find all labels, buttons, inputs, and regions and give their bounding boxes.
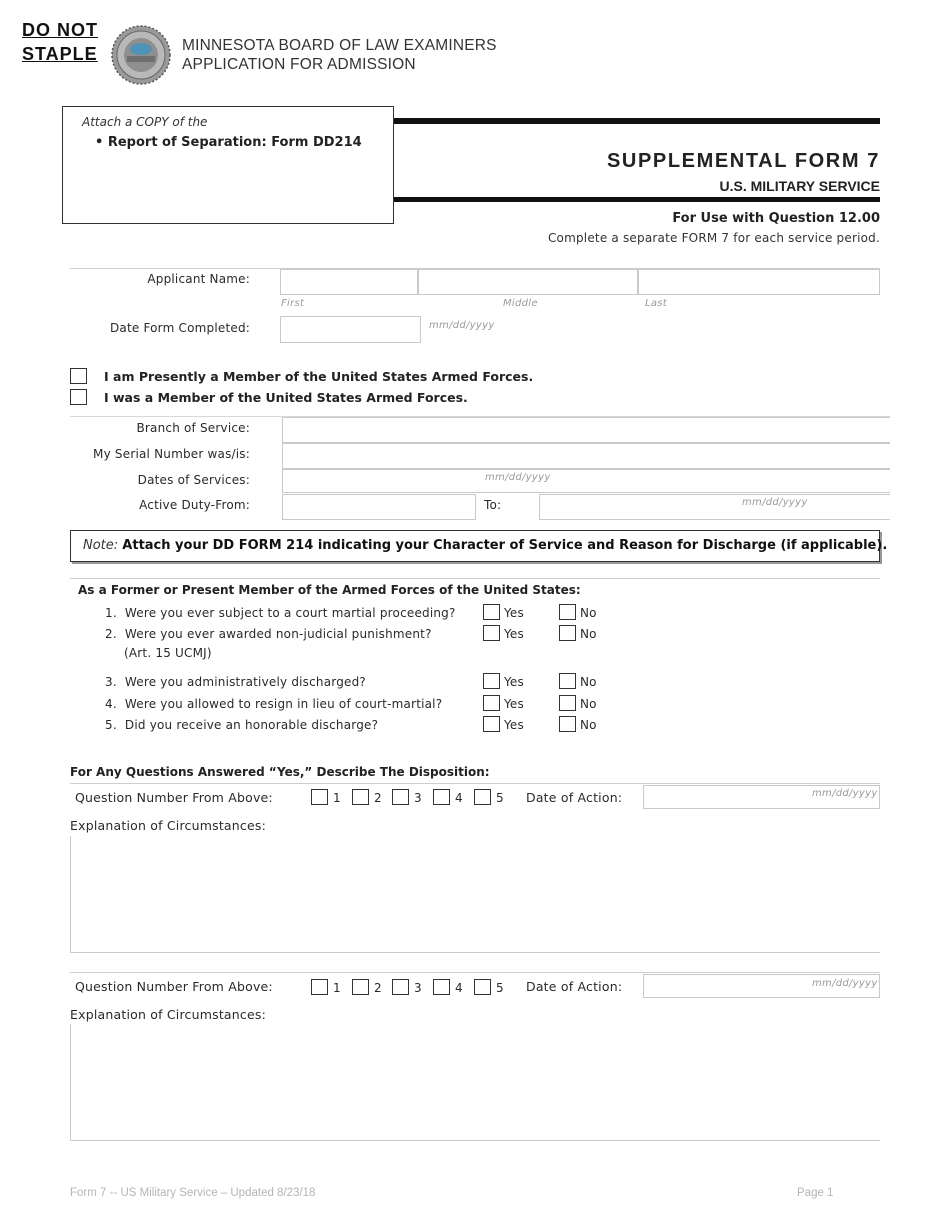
yes-label: Yes [504,718,524,732]
yes-label: Yes [504,697,524,711]
divider [70,578,880,579]
no-label: No [580,627,597,641]
middle-name-field[interactable] [418,269,638,295]
question-3 [105,675,366,689]
explanation-label: Explanation of Circumstances: [70,1007,267,1022]
q1-text: Were you ever subject to a court martial proceeding? [124,606,456,620]
q4-yes-checkbox[interactable] [483,695,500,711]
staple-text: STAPLE [22,44,98,64]
date-completed-hint: mm/dd/yyyy [429,320,495,331]
q4-text: Were you allowed to resign in lieu of court-martial? [124,697,443,711]
question-number-label: Question Number From Above: [75,979,273,994]
disp1-option-3-checkbox[interactable] [392,789,409,805]
footer-left: Form 7 -- US Military Service – Updated 8/23/18 [70,1187,316,1199]
q2-yes-checkbox[interactable] [483,625,500,641]
q2-no-checkbox[interactable] [559,625,576,641]
middle-hint: Middle [503,298,538,309]
q2-text: Were you ever awarded non-judicial punishment? [124,627,432,641]
q4-no-checkbox[interactable] [559,695,576,711]
do-not-text: DO NOT [22,20,98,40]
note-text: Attach your DD FORM 214 indicating your Character of Service and Reason for Discharge (if applicable). [122,538,888,553]
disp1-explanation-textarea[interactable] [70,836,880,953]
disp2-option-4-checkbox[interactable] [433,979,450,995]
yes-label: Yes [504,627,524,641]
bullet-icon: • [95,135,108,150]
question-1 [105,606,456,620]
attach-intro: Attach a COPY of the [82,115,208,129]
option-1-label: 1 [333,981,341,995]
yes-label: Yes [504,675,524,689]
present-member-checkbox[interactable] [70,368,87,384]
disp1-option-1-checkbox[interactable] [311,789,328,805]
disp2-option-1-checkbox[interactable] [311,979,328,995]
disp1-option-4-checkbox[interactable] [433,789,450,805]
dates-label: Dates of Services: [137,473,250,487]
q4-num: 4. [105,697,117,711]
active-to-field[interactable] [539,494,890,520]
attach-item-text: Report of Separation: Form DD214 [107,135,362,150]
q3-text: Were you administratively discharged? [124,675,366,689]
branch-field[interactable] [282,417,890,443]
serial-label: My Serial Number was/is: [93,447,250,461]
attach-box [62,106,394,224]
no-label: No [580,675,597,689]
q1-no-checkbox[interactable] [559,604,576,620]
disp2-option-5-checkbox[interactable] [474,979,491,995]
q3-no-checkbox[interactable] [559,673,576,689]
disp1-option-2-checkbox[interactable] [352,789,369,805]
q5-yes-checkbox[interactable] [483,716,500,732]
option-4-label: 4 [455,791,463,805]
serial-field[interactable] [282,443,890,469]
dates-field[interactable] [282,469,890,493]
active-from-field[interactable] [282,494,476,520]
date-of-action-hint: mm/dd/yyyy [812,978,878,989]
divider [70,783,880,784]
org-line1: MINNESOTA BOARD OF LAW EXAMINERS [182,37,497,54]
question-4 [105,697,442,711]
former-member-label: I was a Member of the United States Armed Forces. [104,390,468,405]
option-5-label: 5 [496,981,504,995]
yes-label: Yes [504,606,524,620]
org-line2: APPLICATION FOR ADMISSION [182,56,416,73]
explanation-label: Explanation of Circumstances: [70,818,267,833]
date-completed-field[interactable] [280,316,421,343]
date-of-action-label: Date of Action: [526,979,623,994]
state-seal-icon [111,25,171,85]
disp2-explanation-textarea[interactable] [70,1024,880,1141]
first-hint: First [281,298,305,309]
option-2-label: 2 [374,981,382,995]
date-completed-label: Date Form Completed: [109,321,250,335]
q5-text: Did you receive an honorable discharge? [124,718,379,732]
option-5-label: 5 [496,791,504,805]
do-not-staple [22,18,98,66]
q3-num: 3. [105,675,117,689]
last-name-field[interactable] [638,269,880,295]
disposition-heading: For Any Questions Answered “Yes,” Describe The Disposition: [70,765,490,779]
last-hint: Last [645,298,668,309]
disp2-option-2-checkbox[interactable] [352,979,369,995]
active-to-hint: mm/dd/yyyy [742,497,808,508]
q2-num: 2. [105,627,117,641]
first-name-field[interactable] [280,269,418,295]
applicant-name-label: Applicant Name: [147,272,250,286]
no-label: No [580,606,597,620]
former-member-checkbox[interactable] [70,389,87,405]
instruction: Complete a separate FORM 7 for each service period. [547,231,880,245]
question-number-label: Question Number From Above: [75,790,273,805]
option-1-label: 1 [333,791,341,805]
no-label: No [580,697,597,711]
q1-yes-checkbox[interactable] [483,604,500,620]
questions-heading: As a Former or Present Member of the Armed Forces of the United States: [78,583,581,597]
date-of-action-hint: mm/dd/yyyy [812,788,878,799]
title-rule-top [394,118,880,124]
present-member-label: I am Presently a Member of the United States Armed Forces. [104,369,534,384]
active-to-label: To: [484,498,502,512]
q3-yes-checkbox[interactable] [483,673,500,689]
option-4-label: 4 [455,981,463,995]
org-heading [182,36,497,74]
branch-label: Branch of Service: [136,421,250,435]
option-3-label: 3 [414,981,422,995]
use-with: For Use with Question 12.00 [672,211,880,226]
q1-num: 1. [105,606,117,620]
q5-no-checkbox[interactable] [559,716,576,732]
option-2-label: 2 [374,791,382,805]
active-from-label: Active Duty-From: [139,498,250,512]
question-2-sub: (Art. 15 UCMJ) [124,646,212,660]
form-subtitle: U.S. MILITARY SERVICE [719,178,880,194]
question-2 [105,627,432,641]
attach-item [95,135,362,150]
disp2-option-3-checkbox[interactable] [392,979,409,995]
q5-num: 5. [105,718,117,732]
question-5 [105,718,378,732]
dates-hint: mm/dd/yyyy [485,472,551,483]
option-3-label: 3 [414,791,422,805]
no-label: No [580,718,597,732]
form-title: SUPPLEMENTAL FORM 7 [606,150,880,172]
note-prefix: Note: [83,538,119,553]
note-box [70,530,888,562]
disp1-option-5-checkbox[interactable] [474,789,491,805]
note-content [83,538,887,553]
footer-page: Page 1 [797,1187,834,1199]
divider [70,972,880,973]
title-rule-bottom [394,197,880,202]
date-of-action-label: Date of Action: [526,790,623,805]
